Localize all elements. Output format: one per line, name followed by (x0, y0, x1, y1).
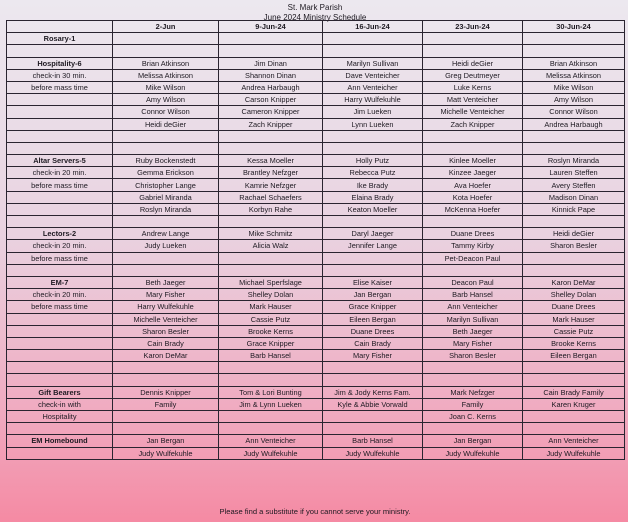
volunteer-cell (423, 362, 523, 374)
volunteer-cell: Kinlee Moeller (423, 155, 523, 167)
volunteer-cell (523, 142, 625, 154)
volunteer-cell: Sharon Besler (113, 325, 219, 337)
volunteer-cell: Tom & Lori Bunting (219, 386, 323, 398)
volunteer-cell: Sharon Besler (423, 350, 523, 362)
volunteer-cell: Brantley Nefzger (219, 167, 323, 179)
ministry-label-cell: Hospitality-6 (7, 57, 113, 69)
volunteer-cell: Duane Drees (423, 228, 523, 240)
volunteer-cell (219, 411, 323, 423)
ministry-label-cell (7, 264, 113, 276)
parish-name: St. Mark Parish (287, 3, 343, 12)
schedule-row (7, 33, 625, 45)
schedule-row (7, 386, 625, 398)
volunteer-cell: Melissa Atkinson (113, 69, 219, 81)
schedule-row (7, 411, 625, 423)
volunteer-cell: Korbyn Rahe (219, 203, 323, 215)
volunteer-cell: Elise Kaiser (323, 276, 423, 288)
schedule-row (7, 94, 625, 106)
volunteer-cell: Kota Hoefer (423, 191, 523, 203)
volunteer-cell: Sharon Besler (523, 240, 625, 252)
volunteer-cell: Barb Hansel (423, 289, 523, 301)
volunteer-cell (113, 216, 219, 228)
volunteer-cell: Ann Venteicher (523, 435, 625, 447)
volunteer-cell: Judy Wulfekuhle (323, 447, 423, 459)
volunteer-cell: Heidi deGier (113, 118, 219, 130)
schedule-row (7, 57, 625, 69)
volunteer-cell: Cain Brady (113, 337, 219, 349)
volunteer-cell (113, 33, 219, 45)
volunteer-cell: Cassie Putz (523, 325, 625, 337)
schedule-row (7, 301, 625, 313)
volunteer-cell: Holly Putz (323, 155, 423, 167)
volunteer-cell: Connor Wilson (113, 106, 219, 118)
volunteer-cell (323, 130, 423, 142)
volunteer-cell (113, 45, 219, 57)
ministry-label-cell (7, 191, 113, 203)
volunteer-cell: Beth Jaeger (113, 276, 219, 288)
date-header-cell: 23-Jun-24 (423, 21, 523, 33)
volunteer-cell: Mary Fisher (323, 350, 423, 362)
volunteer-cell: Judy Wulfekuhle (523, 447, 625, 459)
volunteer-cell: Mark Hauser (219, 301, 323, 313)
volunteer-cell: Mark Hauser (523, 313, 625, 325)
volunteer-cell: Luke Kerns (423, 81, 523, 93)
volunteer-cell: Duane Drees (323, 325, 423, 337)
volunteer-cell: Jim Dinan (219, 57, 323, 69)
volunteer-cell: Marilyn Sullivan (423, 313, 523, 325)
volunteer-cell: Mark Nefzger (423, 386, 523, 398)
volunteer-cell: Grace Knipper (219, 337, 323, 349)
volunteer-cell (323, 216, 423, 228)
volunteer-cell (423, 142, 523, 154)
volunteer-cell: Lynn Lueken (323, 118, 423, 130)
volunteer-cell (323, 142, 423, 154)
date-header-cell: 30-Jun-24 (523, 21, 625, 33)
volunteer-cell (323, 411, 423, 423)
volunteer-cell: Kinnick Pape (523, 203, 625, 215)
volunteer-cell: Shannon Dinan (219, 69, 323, 81)
ministry-label-cell: Gift Bearers (7, 386, 113, 398)
ministry-label-cell (7, 325, 113, 337)
volunteer-cell: Gabriel Miranda (113, 191, 219, 203)
volunteer-cell (423, 264, 523, 276)
volunteer-cell (423, 423, 523, 435)
volunteer-cell: Madison Dinan (523, 191, 625, 203)
volunteer-cell: Brian Atkinson (113, 57, 219, 69)
volunteer-cell: Zach Knipper (219, 118, 323, 130)
volunteer-cell: Karon DeMar (113, 350, 219, 362)
volunteer-cell (523, 130, 625, 142)
volunteer-cell: Heidi deGier (423, 57, 523, 69)
ministry-label-cell: Altar Servers-5 (7, 155, 113, 167)
volunteer-cell: Barb Hansel (323, 435, 423, 447)
volunteer-cell (323, 374, 423, 386)
schedule-row (7, 435, 625, 447)
volunteer-cell: Amy Wilson (523, 94, 625, 106)
ministry-label-cell (7, 130, 113, 142)
date-header-cell: 9-Jun-24 (219, 21, 323, 33)
volunteer-cell: Daryl Jaeger (323, 228, 423, 240)
volunteer-cell (523, 374, 625, 386)
schedule-row (7, 313, 625, 325)
volunteer-cell (219, 264, 323, 276)
volunteer-cell (423, 45, 523, 57)
schedule-row (7, 276, 625, 288)
schedule-title: June 2024 Ministry Schedule (263, 13, 367, 22)
schedule-row (7, 264, 625, 276)
ministry-label-cell (7, 447, 113, 459)
ministry-label-cell (7, 118, 113, 130)
schedule-row (7, 252, 625, 264)
volunteer-cell: Christopher Lange (113, 179, 219, 191)
volunteer-cell: Avery Steffen (523, 179, 625, 191)
schedule-row (7, 191, 625, 203)
schedule-row (7, 45, 625, 57)
volunteer-cell (113, 142, 219, 154)
volunteer-cell: Greg Deutmeyer (423, 69, 523, 81)
volunteer-cell: Ike Brady (323, 179, 423, 191)
volunteer-cell: Connor Wilson (523, 106, 625, 118)
volunteer-cell (219, 362, 323, 374)
volunteer-cell (323, 362, 423, 374)
volunteer-cell: Pet-Deacon Paul (423, 252, 523, 264)
volunteer-cell (423, 216, 523, 228)
ministry-label-cell: before mass time (7, 252, 113, 264)
volunteer-cell: Duane Drees (523, 301, 625, 313)
schedule-row (7, 155, 625, 167)
schedule-row (7, 325, 625, 337)
volunteer-cell (113, 362, 219, 374)
volunteer-cell (219, 45, 323, 57)
date-header-cell: 2-Jun (113, 21, 219, 33)
volunteer-cell: Alicia Walz (219, 240, 323, 252)
volunteer-cell: Mike Wilson (113, 81, 219, 93)
volunteer-cell: Judy Wulfekuhle (423, 447, 523, 459)
volunteer-cell (219, 423, 323, 435)
volunteer-cell: Andrea Harbaugh (219, 81, 323, 93)
volunteer-cell (323, 264, 423, 276)
volunteer-cell: Ruby Bockenstedt (113, 155, 219, 167)
volunteer-cell (113, 423, 219, 435)
volunteer-cell: Kessa Moeller (219, 155, 323, 167)
volunteer-cell: Tammy Kirby (423, 240, 523, 252)
schedule-row (7, 118, 625, 130)
volunteer-cell: McKenna Hoefer (423, 203, 523, 215)
volunteer-cell: Brian Atkinson (523, 57, 625, 69)
volunteer-cell: Eileen Bergan (323, 313, 423, 325)
volunteer-cell: Kamrie Nefzger (219, 179, 323, 191)
ministry-label-cell (7, 203, 113, 215)
volunteer-cell: Harry Wulfekuhle (113, 301, 219, 313)
volunteer-cell: Grace Knipper (323, 301, 423, 313)
volunteer-cell: Brooke Kerns (523, 337, 625, 349)
volunteer-cell (323, 423, 423, 435)
volunteer-cell (523, 252, 625, 264)
volunteer-cell: Roslyn Miranda (113, 203, 219, 215)
schedule-row (7, 337, 625, 349)
date-header-cell: 16-Jun-24 (323, 21, 423, 33)
volunteer-cell: Barb Hansel (219, 350, 323, 362)
volunteer-cell: Melissa Atkinson (523, 69, 625, 81)
ministry-label-cell (7, 423, 113, 435)
schedule-row (7, 179, 625, 191)
schedule-table (6, 20, 625, 460)
ministry-label-cell (7, 142, 113, 154)
volunteer-cell (219, 252, 323, 264)
volunteer-cell: Jim & Lynn Lueken (219, 398, 323, 410)
ministry-label-cell (7, 350, 113, 362)
volunteer-cell (523, 33, 625, 45)
volunteer-cell: Zach Knipper (423, 118, 523, 130)
schedule-sheet (6, 2, 624, 520)
volunteer-cell: Roslyn Miranda (523, 155, 625, 167)
schedule-row (7, 228, 625, 240)
schedule-row (7, 240, 625, 252)
ministry-label-cell: check-in 30 min. (7, 69, 113, 81)
volunteer-cell: Dave Venteicher (323, 69, 423, 81)
volunteer-cell: Jan Bergan (423, 435, 523, 447)
volunteer-cell: Karon DeMar (523, 276, 625, 288)
volunteer-cell (423, 374, 523, 386)
ministry-label-cell: EM-7 (7, 276, 113, 288)
volunteer-cell: Cain Brady Family (523, 386, 625, 398)
header-corner-cell (7, 21, 113, 33)
volunteer-cell: Michelle Venteicher (423, 106, 523, 118)
schedule-row (7, 398, 625, 410)
volunteer-cell: Cameron Knipper (219, 106, 323, 118)
volunteer-cell (523, 216, 625, 228)
ministry-label-cell: Hospitality (7, 411, 113, 423)
volunteer-cell: Gemma Erickson (113, 167, 219, 179)
volunteer-cell: Ann Venteicher (219, 435, 323, 447)
volunteer-cell: Cain Brady (323, 337, 423, 349)
volunteer-cell: Shelley Dolan (523, 289, 625, 301)
volunteer-cell: Amy Wilson (113, 94, 219, 106)
volunteer-cell: Ava Hoefer (423, 179, 523, 191)
volunteer-cell (523, 423, 625, 435)
volunteer-cell: Deacon Paul (423, 276, 523, 288)
ministry-label-cell (7, 106, 113, 118)
volunteer-cell: Marilyn Sullivan (323, 57, 423, 69)
ministry-label-cell: before mass time (7, 301, 113, 313)
volunteer-cell (323, 45, 423, 57)
ministry-label-cell: check-in 20 min. (7, 240, 113, 252)
schedule-row (7, 203, 625, 215)
volunteer-cell: Family (113, 398, 219, 410)
volunteer-cell (423, 33, 523, 45)
volunteer-cell (113, 411, 219, 423)
volunteer-cell: Carson Knipper (219, 94, 323, 106)
volunteer-cell: Keaton Moeller (323, 203, 423, 215)
volunteer-cell: Beth Jaeger (423, 325, 523, 337)
ministry-label-cell: before mass time (7, 179, 113, 191)
volunteer-cell: Joan C. Kerns (423, 411, 523, 423)
schedule-row (7, 106, 625, 118)
volunteer-cell (323, 252, 423, 264)
schedule-row (7, 374, 625, 386)
volunteer-cell: Judy Wulfekuhle (113, 447, 219, 459)
volunteer-cell: Heidi deGier (523, 228, 625, 240)
volunteer-cell: Lauren Steffen (523, 167, 625, 179)
ministry-label-cell: check-in 20 min. (7, 289, 113, 301)
volunteer-cell: Ann Venteicher (423, 301, 523, 313)
volunteer-cell: Cassie Putz (219, 313, 323, 325)
schedule-row (7, 423, 625, 435)
schedule-row (7, 69, 625, 81)
volunteer-cell: Jennifer Lange (323, 240, 423, 252)
volunteer-cell (523, 411, 625, 423)
volunteer-cell: Jan Bergan (113, 435, 219, 447)
volunteer-cell (113, 130, 219, 142)
volunteer-cell: Rachael Schaefers (219, 191, 323, 203)
volunteer-cell: Mike Schmitz (219, 228, 323, 240)
volunteer-cell: Jim Lueken (323, 106, 423, 118)
schedule-row (7, 81, 625, 93)
ministry-label-cell (7, 216, 113, 228)
ministry-label-cell: check-in 20 min. (7, 167, 113, 179)
volunteer-cell: Jan Bergan (323, 289, 423, 301)
ministry-label-cell (7, 313, 113, 325)
volunteer-cell (523, 362, 625, 374)
ministry-label-cell (7, 45, 113, 57)
footer-note: Please find a substitute if you cannot serve your ministry. (219, 507, 411, 516)
volunteer-cell: Ann Venteicher (323, 81, 423, 93)
volunteer-cell: Dennis Knipper (113, 386, 219, 398)
volunteer-cell: Elaina Brady (323, 191, 423, 203)
volunteer-cell (113, 252, 219, 264)
volunteer-cell (219, 130, 323, 142)
ministry-label-cell (7, 374, 113, 386)
volunteer-cell: Brooke Kerns (219, 325, 323, 337)
volunteer-cell: Shelley Dolan (219, 289, 323, 301)
volunteer-cell (219, 374, 323, 386)
schedule-row (7, 167, 625, 179)
volunteer-cell: Michelle Venteicher (113, 313, 219, 325)
date-header-row (7, 21, 625, 33)
volunteer-cell: Matt Venteicher (423, 94, 523, 106)
volunteer-cell (113, 264, 219, 276)
volunteer-cell: Kyle & Abbie Vorwald (323, 398, 423, 410)
schedule-row (7, 447, 625, 459)
ministry-label-cell: Lectors-2 (7, 228, 113, 240)
volunteer-cell (219, 216, 323, 228)
ministry-label-cell (7, 362, 113, 374)
volunteer-cell: Mary Fisher (423, 337, 523, 349)
volunteer-cell: Michael Sperfslage (219, 276, 323, 288)
schedule-row (7, 289, 625, 301)
volunteer-cell (523, 264, 625, 276)
schedule-row (7, 362, 625, 374)
volunteer-cell (423, 130, 523, 142)
ministry-label-cell: Rosary-1 (7, 33, 113, 45)
volunteer-cell: Rebecca Putz (323, 167, 423, 179)
volunteer-cell (113, 374, 219, 386)
volunteer-cell (523, 45, 625, 57)
volunteer-cell: Judy Wulfekuhle (219, 447, 323, 459)
volunteer-cell: Mike Wilson (523, 81, 625, 93)
volunteer-cell (323, 33, 423, 45)
volunteer-cell: Mary Fisher (113, 289, 219, 301)
volunteer-cell: Jim & Jody Kerns Fam. (323, 386, 423, 398)
volunteer-cell: Family (423, 398, 523, 410)
schedule-row (7, 130, 625, 142)
ministry-label-cell: before mass time (7, 81, 113, 93)
volunteer-cell: Andrea Harbaugh (523, 118, 625, 130)
volunteer-cell: Eileen Bergan (523, 350, 625, 362)
volunteer-cell: Andrew Lange (113, 228, 219, 240)
volunteer-cell: Karen Kruger (523, 398, 625, 410)
ministry-label-cell: EM Homebound (7, 435, 113, 447)
volunteer-cell (219, 33, 323, 45)
schedule-row (7, 142, 625, 154)
schedule-row (7, 216, 625, 228)
volunteer-cell: Judy Lueken (113, 240, 219, 252)
ministry-label-cell (7, 94, 113, 106)
schedule-row (7, 350, 625, 362)
volunteer-cell (219, 142, 323, 154)
ministry-label-cell: check-in with (7, 398, 113, 410)
volunteer-cell: Harry Wulfekuhle (323, 94, 423, 106)
ministry-label-cell (7, 337, 113, 349)
volunteer-cell: Kinzee Jaeger (423, 167, 523, 179)
